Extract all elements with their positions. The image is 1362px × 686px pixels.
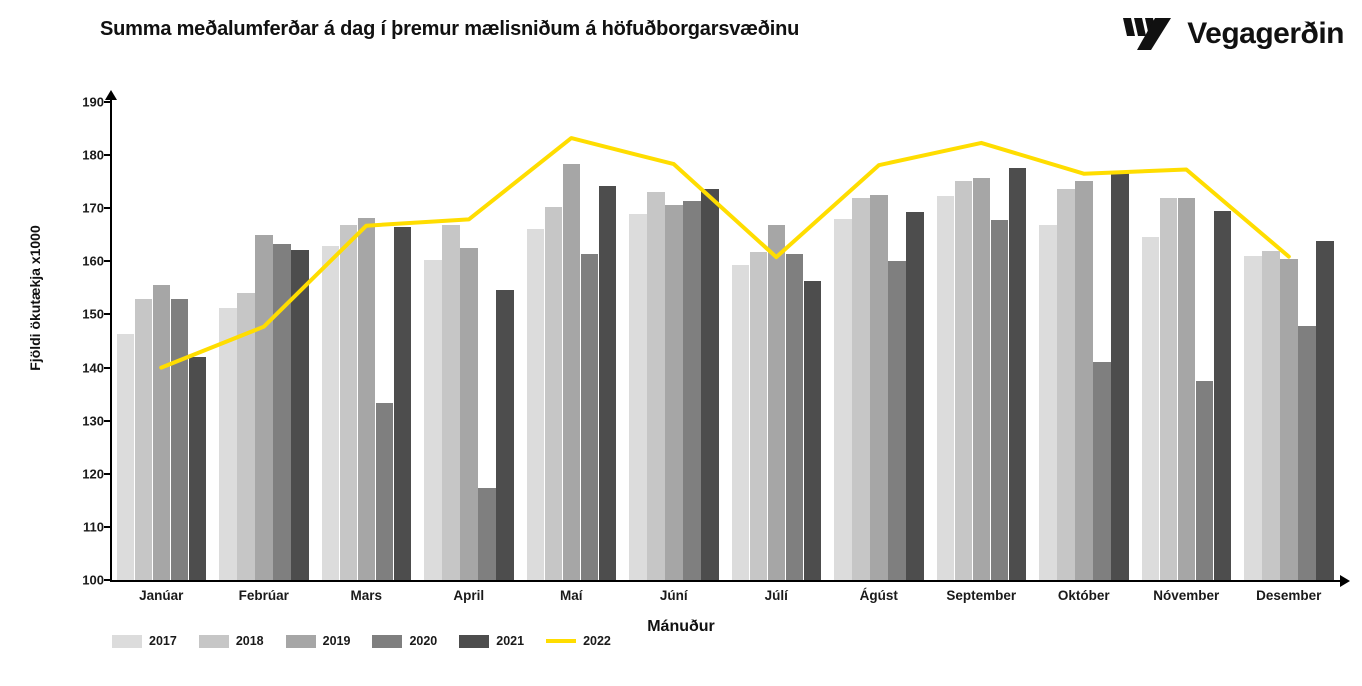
y-tick-label: 170 — [82, 200, 104, 216]
y-tick-label: 100 — [82, 572, 104, 588]
x-tick-label: September — [946, 588, 1017, 603]
plot-area — [0, 90, 1362, 635]
y-tick-mark — [104, 101, 110, 103]
legend — [112, 634, 611, 648]
x-tick-label: Febrúar — [238, 588, 289, 603]
x-tick-label: Nóvember — [1153, 588, 1220, 603]
legend-item-2020[interactable] — [372, 634, 437, 648]
line-series-overlay — [110, 102, 1340, 580]
legend-swatch-2017 — [112, 635, 142, 648]
logo-mark-icon — [1121, 14, 1177, 54]
x-tick-label: Desember — [1256, 588, 1322, 603]
legend-item-2019[interactable] — [286, 634, 351, 648]
y-tick-mark — [104, 526, 110, 528]
legend-swatch-2019 — [286, 635, 316, 648]
y-tick-label: 120 — [82, 466, 104, 482]
x-axis-title: Mánuður — [647, 618, 715, 635]
y-axis-arrow-icon — [105, 90, 117, 100]
vegagerdin-logo — [1121, 14, 1344, 54]
y-tick-label: 180 — [82, 147, 104, 163]
x-tick-label: Júlí — [764, 588, 788, 603]
line-2022 — [161, 138, 1289, 368]
y-tick-label: 160 — [82, 253, 104, 269]
y-tick-mark — [104, 367, 110, 369]
x-tick-label: Mars — [350, 588, 382, 603]
legend-label: 2020 — [409, 634, 438, 648]
y-tick-label: 190 — [82, 94, 104, 110]
x-tick-label: Ágúst — [859, 588, 898, 603]
y-axis-tick-labels — [52, 90, 104, 590]
y-tick-mark — [104, 473, 110, 475]
page-title: Summa meðalumferðar á dag í þremur mælisniðum á höfuðborgarsvæðinu — [100, 18, 800, 40]
legend-label: 2022 — [583, 634, 611, 648]
x-axis-line — [110, 580, 1342, 582]
y-tick-mark — [104, 579, 110, 581]
x-tick-label: Janúar — [139, 588, 184, 603]
y-tick-mark — [104, 420, 110, 422]
y-tick-mark — [104, 154, 110, 156]
y-tick-label: 130 — [82, 413, 104, 429]
legend-item-2018[interactable] — [199, 634, 264, 648]
y-tick-label: 110 — [83, 519, 104, 535]
bars-container — [110, 102, 1340, 580]
x-tick-label: April — [453, 588, 485, 603]
legend-item-2021[interactable] — [459, 634, 524, 648]
legend-label: 2017 — [149, 634, 177, 648]
logo-text: Vegagerðin — [1187, 17, 1344, 50]
legend-label: 2021 — [496, 634, 525, 648]
legend-item-2017[interactable] — [112, 634, 177, 648]
legend-label: 2018 — [235, 634, 264, 648]
y-tick-label: 140 — [82, 360, 104, 376]
y-tick-label: 150 — [82, 306, 104, 322]
y-axis-title: Fjöldi ökutækja x1000 — [27, 225, 43, 371]
x-axis-arrow-icon — [1340, 575, 1350, 587]
legend-swatch-2020 — [372, 635, 402, 648]
legend-label: 2019 — [322, 634, 351, 648]
legend-swatch-2021 — [459, 635, 489, 648]
legend-item-2022[interactable] — [546, 634, 611, 648]
x-tick-label: Júní — [659, 588, 688, 603]
y-tick-mark — [104, 260, 110, 262]
y-tick-mark — [104, 207, 110, 209]
legend-swatch-2018 — [199, 635, 229, 648]
x-tick-label: Október — [1057, 588, 1110, 603]
legend-swatch-2022 — [546, 639, 576, 643]
x-tick-label: Maí — [559, 588, 583, 603]
y-tick-mark — [104, 313, 110, 315]
